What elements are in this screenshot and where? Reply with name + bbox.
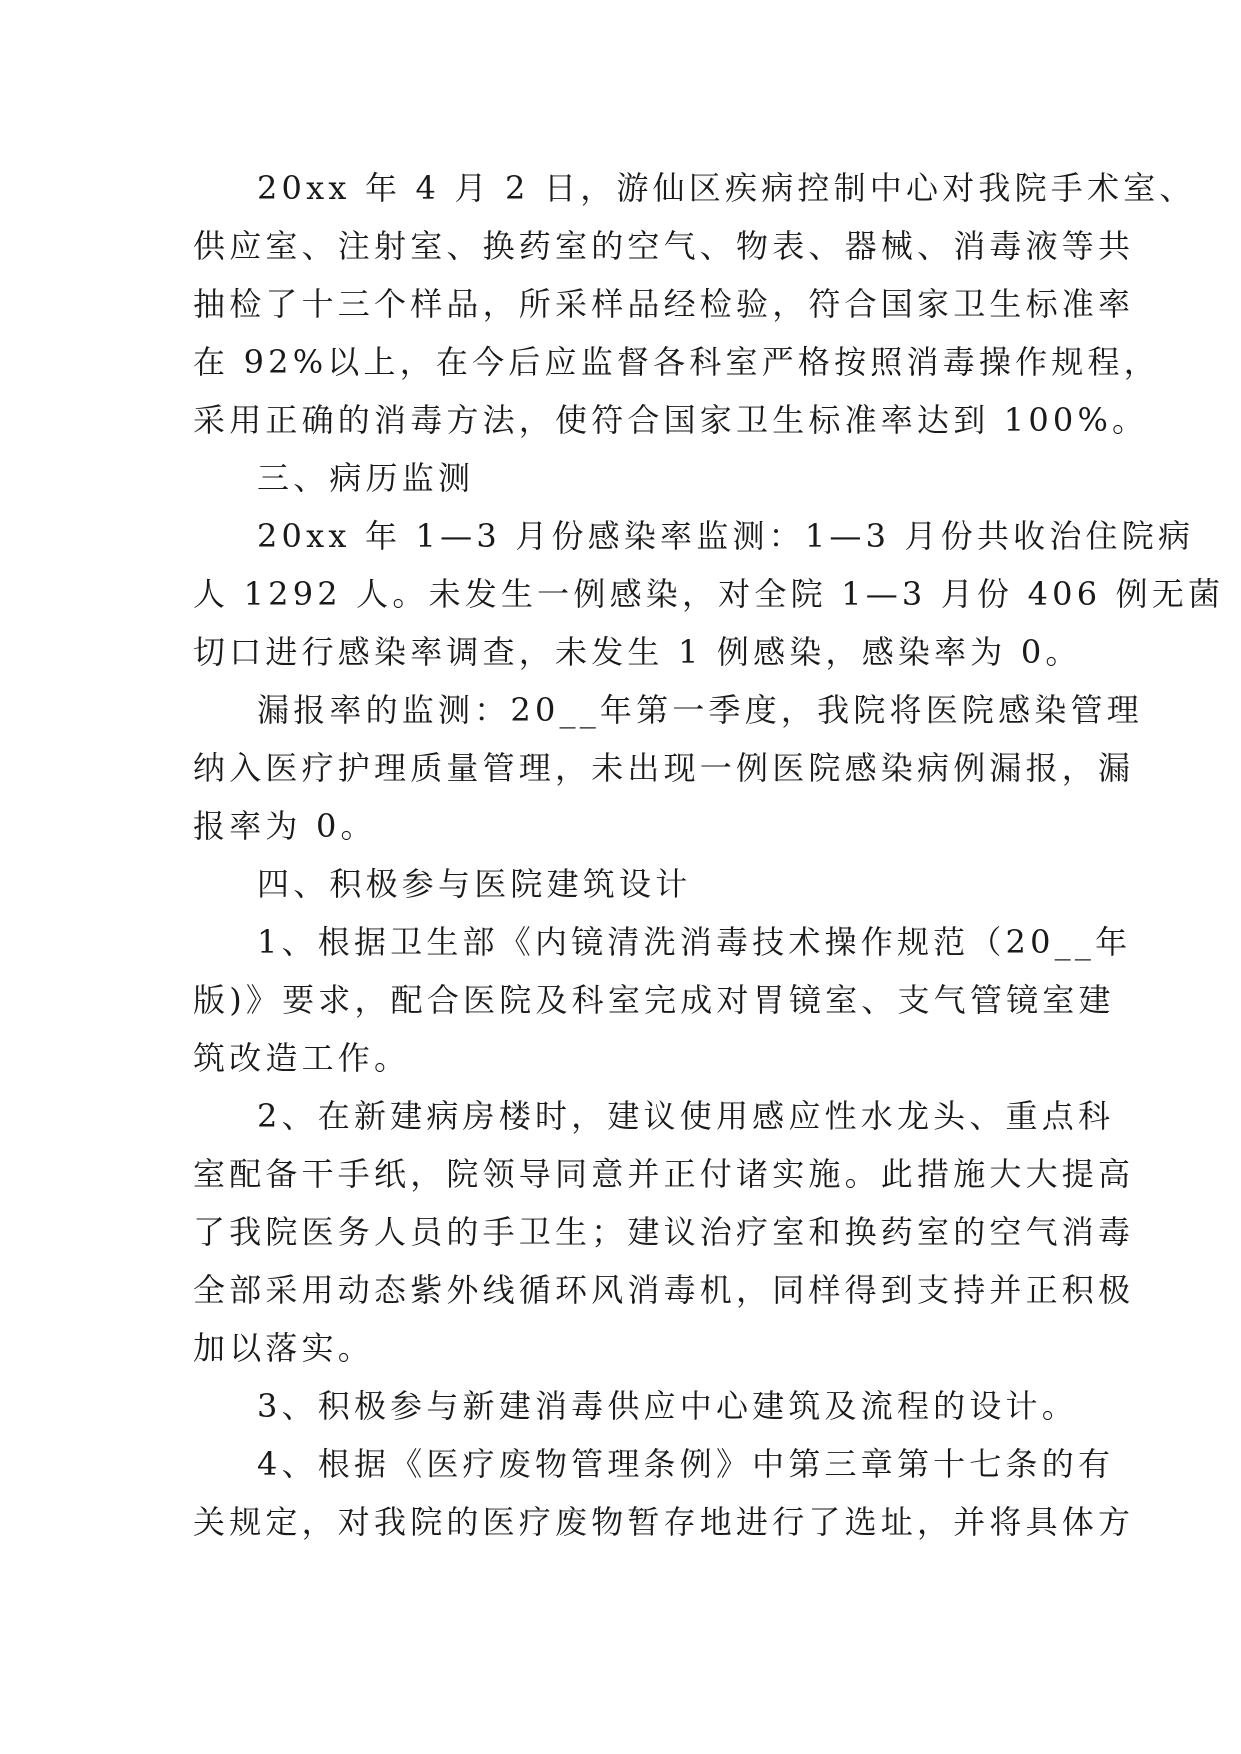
paragraph-line: 室配备干手纸，院领导同意并正付诸实施。此措施大大提高 [193, 1155, 1135, 1193]
paragraph-line: 了我院医务人员的手卫生；建议治疗室和换药室的空气消毒 [193, 1213, 1135, 1251]
paragraph-line: 3、积极参与新建消毒供应中心建筑及流程的设计。 [257, 1387, 1078, 1425]
paragraph-line: 采用正确的消毒方法，使符合国家卫生标准率达到 100%。 [193, 401, 1149, 439]
paragraph-line: 在 92%以上，在今后应监督各科室严格按照消毒操作规程， [193, 343, 1160, 381]
paragraph-line: 2、在新建病房楼时，建议使用感应性水龙头、重点科 [257, 1097, 1115, 1135]
paragraph-line: 漏报率的监测：20__年第一季度，我院将医院感染管理 [257, 691, 1143, 729]
paragraph-line: 纳入医疗护理质量管理，未出现一例医院感染病例漏报，漏 [193, 749, 1135, 787]
paragraph-line: 供应室、注射室、换药室的空气、物表、器械、消毒液等共 [193, 227, 1135, 265]
paragraph-line: 1、根据卫生部《内镜清洗消毒技术操作规范（20__年 [257, 923, 1132, 961]
paragraph-line: 版)》要求，配合医院及科室完成对胃镜室、支气管镜室建 [193, 981, 1115, 1019]
paragraph-line: 切口进行感染率调查，未发生 1 例感染，感染率为 0。 [193, 633, 1082, 671]
paragraph-line: 加以落实。 [193, 1329, 375, 1367]
paragraph-line: 20xx 年 4 月 2 日，游仙区疾病控制中心对我院手术室、 [257, 169, 1196, 207]
section-heading: 三、病历监测 [257, 459, 475, 497]
paragraph-line: 4、根据《医疗废物管理条例》中第三章第十七条的有 [257, 1445, 1115, 1483]
paragraph-line: 抽检了十三个样品，所采样品经检验，符合国家卫生标准率 [193, 285, 1135, 323]
section-heading: 四、积极参与医院建筑设计 [257, 865, 692, 903]
paragraph-line: 关规定，对我院的医疗废物暂存地进行了选址，并将具体方 [193, 1503, 1135, 1541]
paragraph-line: 人 1292 人。未发生一例感染，对全院 1—3 月份 406 例无菌 [193, 575, 1225, 613]
paragraph-line: 报率为 0。 [193, 807, 377, 845]
paragraph-line: 筑改造工作。 [193, 1039, 411, 1077]
paragraph-line: 全部采用动态紫外线循环风消毒机，同样得到支持并正积极 [193, 1271, 1135, 1309]
paragraph-line: 20xx 年 1—3 月份感染率监测：1—3 月份共收治住院病 [257, 517, 1195, 555]
